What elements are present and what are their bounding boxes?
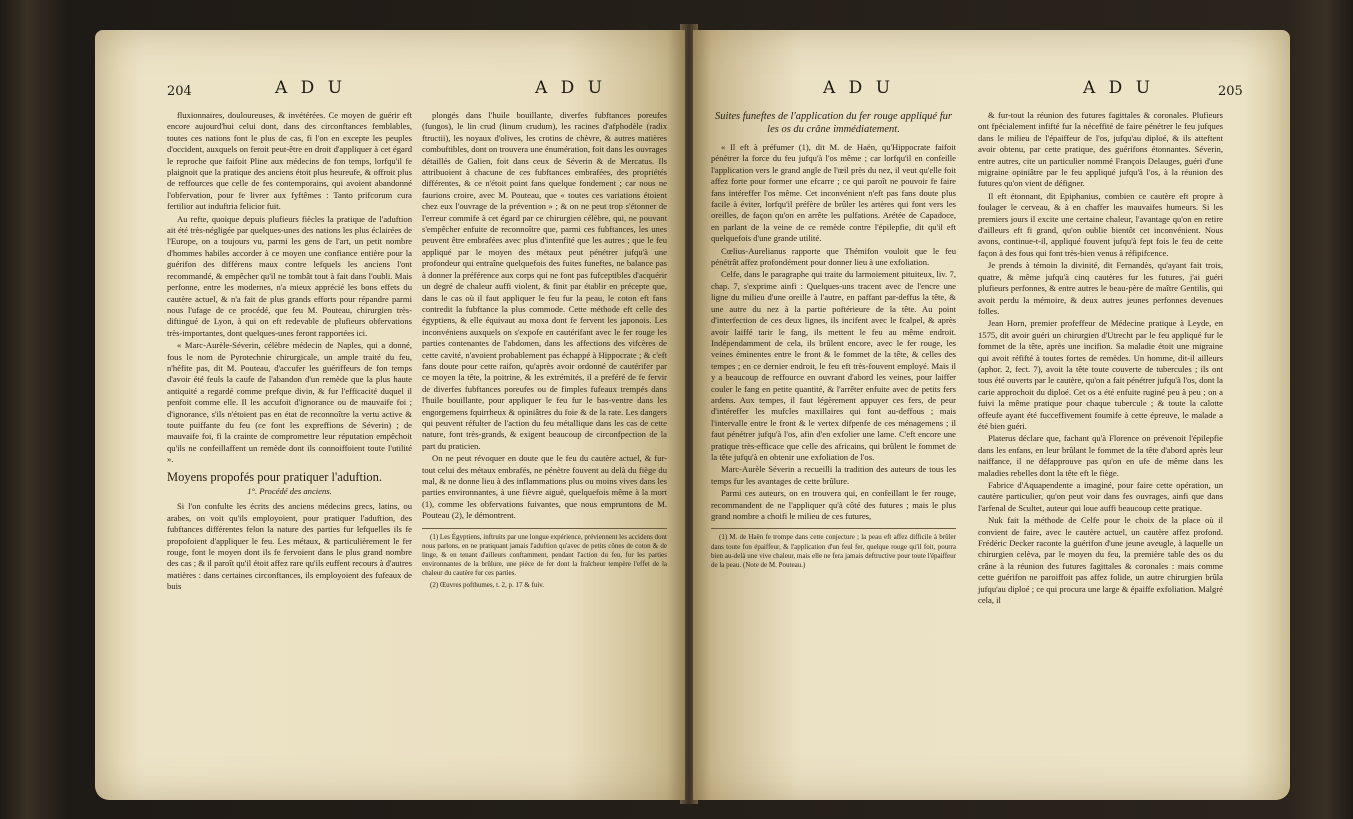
paragraph: & fur-tout la réunion des futures fagittales & coronales. Plufieurs ont fpécialement infifté fur la néceffité de faire pénétrer le feu jufques dans le milieu de l'épaiffeur de l'os, jufqu'au diploé, & ils atteftent avoir obtenu, par cette pratique, des guérifons étonnantes. Séverin, entre autres, cite un particulier nommé François Delauges, guéri d'une migraine opiniâtre par le feu appliqué jufqu'à l'os, à la réunion des futures qu'on vient de défigner. <box>978 110 1223 189</box>
page-number-left: 204 <box>167 84 192 99</box>
footnote: (2) Œuvres pofthumes, t. 2, p. 17 & fuiv. <box>430 580 545 589</box>
subheading: 1°. Procédé des anciens. <box>247 486 332 496</box>
section-heading: Moyens propofés pour pratiquer l'aduftion. <box>167 469 383 484</box>
section-title: Suites funeftes de l'application du fer rouge appliqué fur les os du crâne immédiatement. <box>715 111 952 135</box>
running-head-right-2: A D U <box>1083 78 1155 98</box>
paragraph: Parmi ces auteurs, on en trouvera qui, en confeillant le fer rouge, recommandent de ne l'appliquer qu'à côté des futures ; mais le plus grand nombre a choifi le milieu de ces futures, <box>711 488 956 521</box>
paragraph: Nuk fait la méthode de Celfe pour le choix de la place où il convient de faire, avec le cautère actuel, un cautère affez profond. Frédéric Decker raconte la guérifon d'une jeune aveugle, à laquelle un chirurgien celèva, par le moyen du feu, la première table des os du crâne à la réunion des futures fagittales & coronales : mais comme cette guérifon ne paroiffoit pas affez folide, un autre chirurgien brûla jufqu'au diploé ; ce qui procura une large & épaiffe exfoliation. Malgré cela, il <box>978 515 1223 606</box>
left-page <box>95 30 685 800</box>
running-head-left-1: A D U <box>275 78 347 98</box>
paragraph: Je prends à témoin la divinité, dit Fernandès, qu'ayant fait trois, quatre, & même jufqu'à cinq cautères fur les futures, j'ai guéri plufieurs perfonnes, & entre autres le beau-père de maître Gentilis, qui avoit perdu la mémoire, & deux autres jeunes perfonnes devenues folles. <box>978 260 1223 316</box>
paragraph: Au refte, quoique depuis plufieurs fiècles la pratique de l'aduftion ait été très-négligée par quelques-unes des nations les plus éclairées de l'Europe, on a toujours vu, parmi les gens de l'art, un petit nombre d'hommes habiles accorder à ce moyen une confiance entière pour la guérifon des différens maux contre lefquels les anciens l'ont recommandé, & empêcher qu'il ne tombât tout à fait dans l'oubli. Mais perfonne, entre les modernes, n'a mieux apprécié les bons effets du cautère actuel, & n'a fait de plus grands efforts pour répandre parmi nous l'ufage de ce procédé, que feu M. Pouteau, chirurgien très-diftingué de Lyon, à qui on eft redevable de plufieurs obfervations très-importantes, dont quelques-unes feront rapportées ici. <box>167 213 412 338</box>
running-head-left-2: A D U <box>535 78 607 98</box>
book-spread <box>95 18 1290 803</box>
footnotes <box>711 528 956 570</box>
paragraph: Cœlius-Aurelianus rapporte que Thémifon vouloit que le feu pénétrât affez profondément pour donner lieu à une exfoliation. <box>711 245 956 268</box>
paragraph: Celfe, dans le paragraphe qui traite du larmoiement pituiteux, liv. 7, chap. 7, s'exprime ainfi : Quelques-uns tracent avec de l'encre une ligne du milieu d'une oreille à l'autre, en paffant par-deffus la tête, & une autre du nez à la partie poftérieure de la tête. Au point d'interfection de ces deux lignes, ils incifent avec le fcalpel, & après avoir laiffé tarir le fang, ils mettent le feu au même endroit. Indépendamment de cela, ils brûlent encore, avec le fer rouge, les veines éminentes entre le front & le fommet de la tête, & celles des tempes ; en ce dernier endroit, le feu eft très-fouvent employé. Mais il y a beaucoup de reffource en ouvrant d'abord les veines, pour laiffer couler le fang en petite quantité, & l'arrêter enfuite avec de petits fers ardens. Aux tempes, il faut légèrement appuyer ces fers, de peur d'intéreffer les mufcles maxillaires qui font au-deffous ; mais l'intervalle entre le front & le vertex difpenfe de ces ménagemens ; il faut pénétrer jufqu'à l'os, afin d'en exfolier une lame. C'eft encore une pratique très-efficace que celle des africains, qui brûlent le fommet de la tête jufqu'à en obtenir une exfoliation de l'os. <box>711 269 956 462</box>
paragraph: Marc-Aurèle Séverin a recueilli la tradition des auteurs de tous les temps fur les avantages de cette brûlure. <box>711 464 956 486</box>
left-page-column-1 <box>167 110 412 594</box>
footnote: (1) M. de Haën fe trompe dans cette conjecture ; la peau eft affez difficile à brûler dans toute fon épaiffeur, & l'application d'un feul fer, quelque rouge qu'il foit, pourra bien au-delà une vive chaleur, mais elle ne fera jamais deftructive pour toute l'épaiffeur de la peau. (Note de M. Pouteau.) <box>711 533 956 570</box>
right-page <box>693 30 1290 800</box>
paragraph: fluxionnaires, douloureuses, & invétérées. Ce moyen de guérir eft encore aujourd'hui celui dont, dans des circonftances femblables, toutes ces nations font le plus de cas, fi l'on en excepte les peuples d'occident, auxquels on feroit peut-être en droit d'appliquer à cet égard le reproche que faifoit Pline aux médecins de fon temps, lorfqu'il fe plaignoit que la pratique des anciens étoit plus heureufe, & offroit plus de reffources que celle de fes contemporains, qui avoient abandonné l'obfervation, pour fe livrer aux fyftêmes : Tanto prifcorum cura fertilior aut induftria felicior fuit. <box>167 110 412 212</box>
paragraph: On ne peut révoquer en doute que le feu du cautère actuel, & fur-tout celui des métaux embrafés, ne pénètre fouvent au delà du fiège du mal, & ne donne lieu à des inflammations plus ou moins vives dans les parties environnantes, à une fièvre aiguë, quelquefois même à la mort (1), comme les obfervations fuivantes, que nous empruntons de M. Pouteau (2), le démontrent. <box>422 453 667 521</box>
paragraph: Jean Horn, premier profeffeur de Médecine pratique à Leyde, en 1575, dit avoir guéri un chirurgien d'Utrecht par le feu appliqué fur le fommet de la tête, après une incifion. Sa maladie étoit une migraine qui avoit réfifté à toutes fortes de remèdes. Un homme, dit-il ailleurs (aphor. 2, fect. 7), avoit la tête toute couverte de tubercules ; ils ont tous été ouverts par le cautère, qu'on a fait pénétrer jufqu'à l'os, dont la carie approchoit du diploé. Cet os a été enfuite ruginé peu à peu ; on a fuivi la même pratique pour chaque tubercule ; & toute la calotte offeufe ayant été fucceffivement foumife à cette épreuve, le malade a été bien guéri. <box>978 318 1223 431</box>
paragraph: « Il eft à préfumer (1), dit M. de Haën, qu'Hippocrate faifoit pénétrer la force du feu jufqu'à l'os même ; car lorfqu'il en confeille l'application vers le grand angle de l'œil près du nez, il veut qu'elle foit affez forte pour former une efcarre ; ce qui paroît ne pouvoir fe faire fans intéreffer l'os même. Cet inconvénient n'eft pas fans doute plus facile à éviter, lorfqu'il préfère de brûler les artères qui font vers les oreilles, de façon qu'on en arrête les pulfations. Arétée de Capadoce, en parlant de la veine de ce remède contre l'épilepfie, dit qu'il eft quelquefois d'une grande utilité. <box>711 142 956 244</box>
page-number-right: 205 <box>1218 84 1243 99</box>
paragraph: « Marc-Aurèle-Séverin, célèbre médecin de Naples, qui a donné, fous le nom de Pyrotechnie chirurgicale, un ample traité du feu, n'héfite pas, dit M. Pouteau, d'accufer les guériffeurs de fon temps d'avoir été feuls la caufe de l'abandon d'un remède que la plus haute antiquité a regardé comme prefque divin, & fur l'efficacité duquel il penfoit comme elle. Il les accufoit d'ignorance ou de mauvaife foi ; d'ignorance, s'ils n'étoient pas en état de reconnoître la vertu active & toute puiffante du feu (ce font les expreffions de Séverin) ; de mauvaife foi, fi la crainte de compromettre leur réputation empêchoit qu'ils ne confeillaffent un remède dont ils connoiffoient toute l'utilité ». <box>167 340 412 465</box>
right-page-column-1 <box>711 110 956 572</box>
paragraph: Platerus déclare que, fachant qu'à Florence on prévenoit l'épilepfie dans les enfans, en leur brûlant le fommet de la tête d'abord après leur naiffance, il ne défapprouve pas qu'on en ufe de même dans les maladies rebelles dont la tête eft le fiège. <box>978 433 1223 478</box>
paragraph: Si l'on confulte les écrits des anciens médecins grecs, latins, ou arabes, on voit qu'ils employoient, pour pratiquer l'aduftion, des fubftances différentes felon la nature des parties fur lefquelles ils fe propofoient d'appliquer le feu. Les métaux, & particulièrement le fer rouge, font le moyen dont ils fe fervoient dans le plus grand nombre des cas ; & il paroît qu'il étoit affez rare qu'ils euffent recours à d'autres matières : dans certaines circonftances, ils employoient des fufeaux de buis <box>167 501 412 592</box>
running-head-right-1: A D U <box>823 78 895 98</box>
left-page-column-2 <box>422 110 667 592</box>
paragraph: Il eft étonnant, dit Epiphanius, combien ce cautère eft propre à foulager le cerveau, & à en chaffer les mauvaifes humeurs. Si les premiers jours il excite une certaine chaleur, l'avantage qu'on en retire d'ailleurs eft fi grand, qu'on oublie bientôt cet inconvénient. Nous avons, continue-t-il, appliqué fouvent jufqu'à fept fois le feu de cette façon à des fous qui font très-bien venus à réfipifcence. <box>978 190 1223 258</box>
right-page-column-2 <box>978 110 1223 607</box>
footnote: (1) Les Égyptiens, inftruits par une longue expérience, préviennent les accidens dont nous parlons, en ne pratiquant jamais l'aduftion qu'avec de petits cônes de coton & de linge, & en tenant d'ailleurs conftamment, pendant l'action du feu, fur les parties environnantes de la brûlure, une pièce de fer dont la fraîcheur tempère l'effet de la chaleur du cautère fur ces parties. <box>422 532 667 578</box>
footnotes <box>422 528 667 590</box>
paragraph: plongés dans l'huile bouillante, diverfes fubftances poreufes (fungos), le lin crud (linum crudum), les racines d'afphodèle (radix ftructii), les noyaux d'olives, les crotins de chèvre, & autres matières combuftibles, dont on trouvera une énumération, foit dans les ouvrages détaillés de Galien, foit dans ceux de Séverin & de Mercatus. Ils attribuoient à chacune de ces fubftances embrafées, des propriétés différentes, & ce n'étoit point fans quelque fondement ; car nous ne faurions croire, avec M. Pouteau, que « toutes ces variations étoient chez eux l'ouvrage de la prévention » ; & on ne peut trop s'étonner de l'erreur commife à cet égard par ce chirurgien célèbre, qui, ne pouvant s'empêcher enfuite de reconnoître que, parmi ces fubftances, les unes peuvent être embrafées avec plus d'intenfité que les autres ; que le feu appliqué par le moyen des métaux peut pénétrer jufqu'à une profondeur qui entraîne quelquefois des fuites funeftes, ne balance pas à donner la préférence aux corps qui ne font pas fufceptibles d'acquérir un degré de chaleur auffi violent, & finit par établir en précepte que, dans le cas où il faut appliquer le feu fur la peau, le coton eft fans contredit la fubftance la plus commode. Cette méthode eft celle des égyptiens, & elle équivaut au moxa dont fe fervent les japonois. Les inconvéniens auxquels on s'expofe en cautérifant avec le fer rouge les parties contenantes de l'abdomen, dans les affections des vifcères de cette cavité, n'avoient probablement pas échappé à Hippocrate ; & c'eft fans doute pour cette raifon, qu'après avoir ordonné de cautérifer par ce moyen la tête, la poitrine, & les extrémités, il a preféré de fe fervir de diverfes fubftances poreufes ou de fimples fufeaux trempés dans l'huile bouillante, pour appliquer le feu fur le bas-ventre dans les engorgemens fquirrheux & opiniâtres du foie & de la rate. Les dangers qui peuvent réfulter de l'action du feu métallique dans les cas de cette nature, font très-grands, & exigent beaucoup de circonfpection de la part du praticien. <box>422 110 667 451</box>
paragraph: Fabrice d'Aquapendente a imaginé, pour faire cette opération, un cautère particulier, qu'on peut voir dans fes ouvrages, ainfi que dans l'arfenal de Scultet, auteur qui loue auffi beaucoup cette pratique. <box>978 480 1223 513</box>
